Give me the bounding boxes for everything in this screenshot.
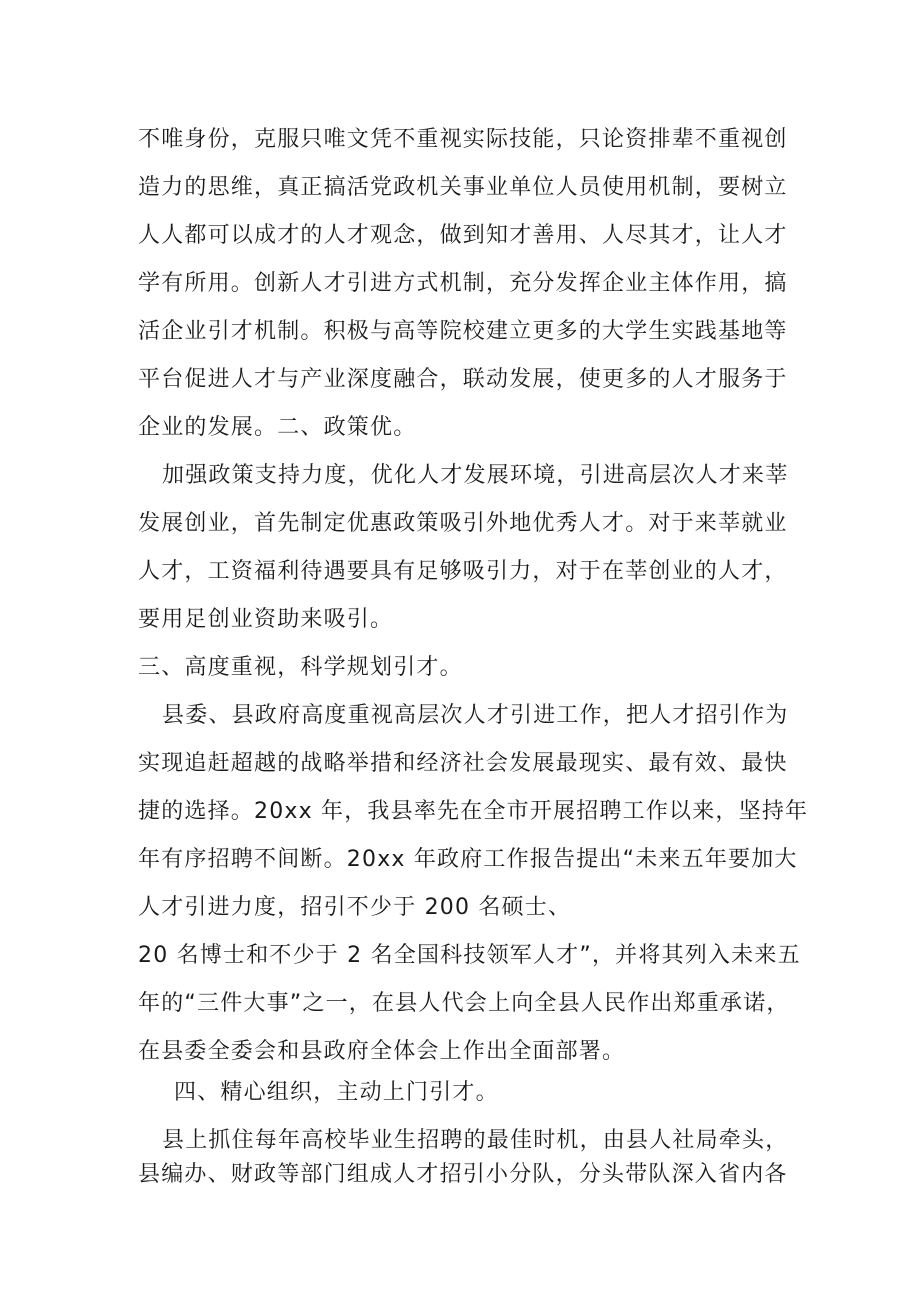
text-line-23: 县编办、财政等部门组成人才招引小分队，分头带队深入省内各 <box>138 1162 788 1187</box>
text-line-8: 加强政策支持力度，优化人才发展环境，引进高层次人才来莘 <box>162 463 789 488</box>
text-line-20: 在县委全委会和县政府全体会上作出全面部署。 <box>138 1039 626 1064</box>
text-line-10: 人才，工资福利待遇要具有足够吸引力，对于在莘创业的人才， <box>138 559 788 584</box>
text-line-11: 要用足创业资助来吸引。 <box>138 607 394 632</box>
text-line-13: 县委、县政府高度重视高层次人才引进工作，把人才招引作为 <box>162 703 789 728</box>
section-heading-4: 四、精心组织，主动上门引才。 <box>174 1080 499 1105</box>
text-line-7: 企业的发展。二、政策优。 <box>138 415 417 440</box>
text-line-19: 年的“三件大事”之一，在县人代会上向全县人民作出郑重承诺， <box>138 991 790 1016</box>
text-line-16: 年有序招聘不间断。20xx 年政府工作报告提出“未来五年要加大 <box>138 847 798 872</box>
text-line-3: 人人都可以成才的人才观念，做到知才善用、人尽其才，让人才 <box>138 223 788 248</box>
text-line-9: 发展创业，首先制定优惠政策吸引外地优秀人才。对于来莘就业 <box>138 511 788 536</box>
text-line-6: 平台促进人才与产业深度融合，联动发展，使更多的人才服务于 <box>138 367 788 392</box>
text-line-5: 活企业引才机制。积极与高等院校建立更多的大学生实践基地等 <box>138 319 788 344</box>
section-heading-3: 三、高度重视，科学规划引才。 <box>138 655 463 680</box>
text-line-4: 学有所用。创新人才引进方式机制，充分发挥企业主体作用，搞 <box>138 271 788 296</box>
text-line-14: 实现追赶超越的战略举措和经济社会发展最现实、最有效、最快 <box>138 751 788 776</box>
text-line-1: 不唯身份，克服只唯文凭不重视实际技能，只论资排辈不重视创 <box>138 127 788 152</box>
text-line-18: 20 名博士和不少于 2 名全国科技领军人才”，并将其列入未来五 <box>138 943 801 968</box>
text-line-15: 捷的选择。20xx 年，我县率先在全市开展招聘工作以来，坚持年 <box>138 799 809 824</box>
text-line-22: 县上抓住每年高校毕业生招聘的最佳时机，由县人社局牵头， <box>162 1128 789 1153</box>
text-line-2: 造力的思维，真正搞活党政机关事业单位人员使用机制，要树立 <box>138 175 788 200</box>
text-line-17: 人才引进力度，招引不少于 200 名硕士、 <box>138 895 572 920</box>
